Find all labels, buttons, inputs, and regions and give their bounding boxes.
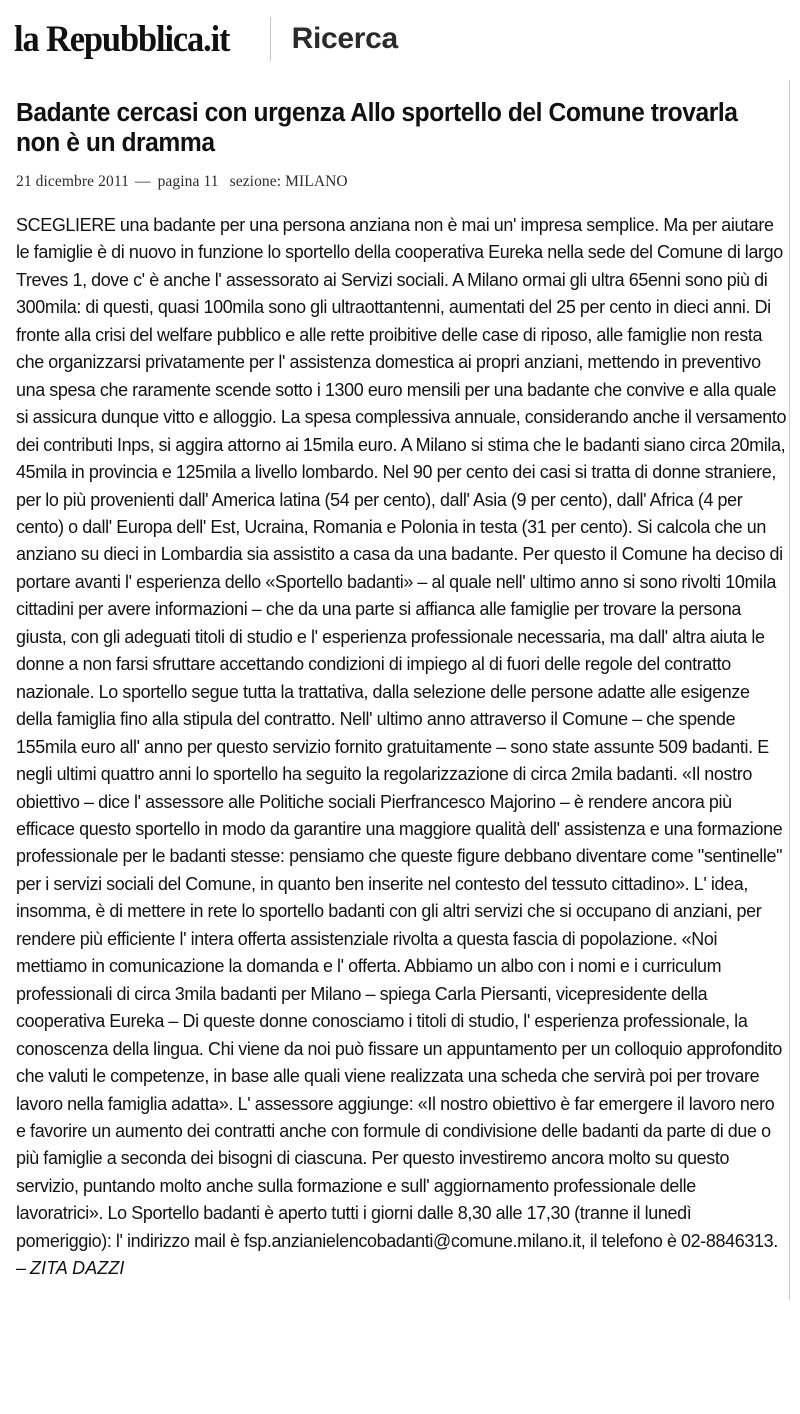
byline-date: 21 dicembre 2011 xyxy=(16,173,129,190)
content-column-rule xyxy=(789,80,790,1300)
article-headline: Badante cercasi con urgenza Allo sportello del Comune trovarla non è un dramma xyxy=(16,99,738,157)
logo-text: la Repubblica.it xyxy=(14,18,230,60)
byline-separator: — xyxy=(134,173,151,190)
byline-page: pagina 11 xyxy=(157,173,219,190)
article xyxy=(0,98,800,1282)
article-author: ZITA DAZZI xyxy=(30,1257,125,1279)
byline-section: sezione: MILANO xyxy=(229,173,348,190)
section-title-ricerca: Ricerca xyxy=(291,22,398,55)
article-body-text: SCEGLIERE una badante per una persona anziana non è mai un' impresa semplice. Ma per aiutare le famiglie è di nuovo in funzione lo sportello della cooperativa Eureka nella sede del Comune di largo Treves 1, dove c' è anche l' assessorato ai Servizi sociali. A Milano ormai gli ultra 65enni sono più di 300mila: di questi, quasi 100mila sono gli ultraottantenni, aumentati del 25 per cento in dieci anni. Di fronte alla crisi del welfare pubblico e alle rette proibitive delle case di riposo, alle famiglie non resta che organizzarsi privatamente per l' assistenza domestica ai propri anziani, mettendo in preventivo una spesa che raramente scende sotto i 1300 euro mensili per una badante che convive e alla quale si assicura dunque vitto e alloggio. La spesa complessiva annuale, considerando anche il versamento dei contributi Inps, si aggira attorno ai 15mila euro. A Milano si stima che le badanti siano circa 20mila, 45mila in provincia e 125mila a livello lombardo. Nel 90 per cento dei casi si tratta di donne straniere, per lo più provenienti dall' America latina (54 per cento), dall' Asia (9 per cento), dall' Africa (4 per cento) o dall' Europa dell' Est, Ucraina, Romania e Polonia in testa (31 per cento). Si calcola che un anziano su dieci in Lombardia sia assistito a casa da una badante. Per questo il Comune ha deciso di portare avanti l' esperienza dello «Sportello badanti» – al quale nell' ultimo anno si sono rivolti 10mila cittadini per avere informazioni – che da una parte si affianca alle famiglie per trovare la persona giusta, con gli adeguati titoli di studio e l' esperienza professionale necessaria, ma dall' altra aiuta le donne a non farsi sfruttare accettando condizioni di impiego al di fuori delle regole del contratto nazionale. Lo sportello segue tutta la trattativa, dalla selezione delle persone adatte alle esigenze della famiglia fino alla stipula del contratto. Nell' ultimo anno attraverso il Comune – che spende 155mila euro all' anno per questo servizio fornito gratuitamente – sono state assunte 509 badanti. E negli ultimi quattro anni lo sportello ha seguito la regolarizzazione di circa 2mila badanti. «Il nostro obiettivo – dice l' assessore alle Politiche sociali Pierfrancesco Majorino – è rendere ancora più efficace questo sportello in modo da garantire una maggiore qualità dell' assistenza e una formazione professionale per le badanti stesse: pensiamo che queste figure debbano diventare come "sentinelle" per i servizi sociali del Comune, in quanto ben inserite nel contesto del tessuto cittadino». L' idea, insomma, è di mettere in rete lo sportello badanti con gli altri servizi che si occupano di anziani, per rendere più efficiente l' intera offerta assistenziale rivolta a questa fascia di popolazione. «Noi mettiamo in comunicazione la domanda e l' offerta. Abbiamo un albo con i nomi e i curriculum professionali di circa 3mila badanti per Milano – spiega Carla Piersanti, vicepresidente della cooperativa Eureka – Di queste donne conosciamo i titoli di studio, l' esperienza professionale, la conoscenza della lingua. Chi viene da noi può fissare un appuntamento per un colloquio approfondito che valuti le competenze, in base alle quali viene realizzata una scheda che servirà poi per trovare lavoro nella famiglia adatta». L' assessore aggiunge: «Il nostro obiettivo è far emergere il lavoro nero e favorire un aumento dei contratti anche con formule di condivisione delle badanti da parte di due o più famiglie a seconda dei bisogni di ciascuna. Per questo investiremo ancora molto su questo servizio, puntando molto anche sulla formazione e sull' aggiornamento professionale delle lavoratrici». Lo Sportello badanti è aperto tutti i giorni dalle 8,30 alle 17,30 (tranne il lunedì pomeriggio): l' indirizzo mail è fsp.anzianielencobadanti@comune.milano.it, il telefono è 02-8846313. – xyxy=(16,214,787,1279)
masthead xyxy=(0,0,800,60)
article-body xyxy=(16,211,786,1282)
masthead-divider xyxy=(270,17,271,61)
repubblica-logo[interactable] xyxy=(14,18,230,60)
article-byline xyxy=(16,173,778,191)
